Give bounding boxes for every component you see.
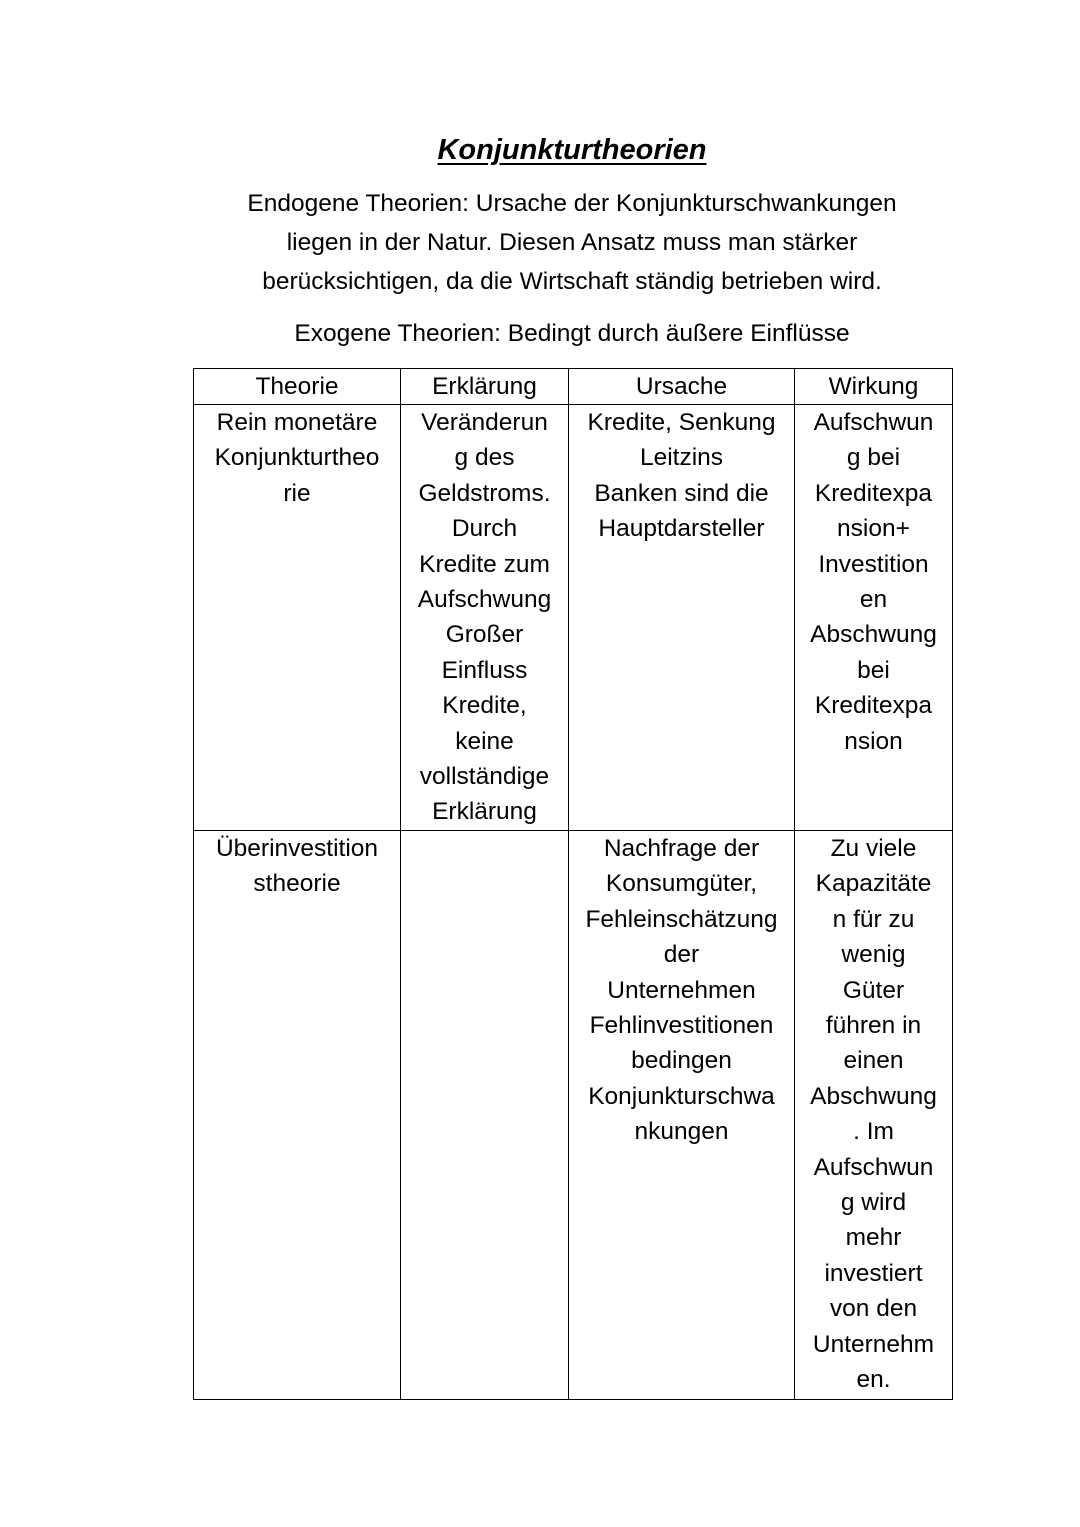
- cell-wirkung: Zu viele Kapazitäte n für zu wenig Güter führen in einen Abschwung . Im Aufschwun g wird mehr investiert von den Unternehm en.: [795, 830, 953, 1399]
- cell-ursache: Nachfrage der Konsumgüter, Fehleinschätzung der Unternehmen Fehlinvestitionen bedingen Konjunkturschwa nkungen: [569, 830, 795, 1399]
- cell-wirkung: Aufschwun g bei Kreditexpa nsion+ Investition en Abschwung bei Kreditexpa nsion: [795, 405, 953, 831]
- table-row: [194, 830, 953, 1399]
- header-ursache: Ursache: [569, 369, 795, 405]
- cell-theorie: Überinvestition stheorie: [194, 830, 401, 1399]
- cell-erklaerung: [401, 830, 569, 1399]
- theory-table: [193, 368, 953, 1400]
- table-row: [194, 405, 953, 831]
- intro-endogenous-theories: Endogene Theorien: Ursache der Konjunkturschwankungen liegen in der Natur. Diesen Ansatz muss man stärker berücksichtigen, da die Wirtschaft ständig betrieben wird.: [247, 190, 897, 295]
- table-header-row: [194, 369, 953, 405]
- header-erklaerung: Erklärung: [401, 369, 569, 405]
- intro-text: [172, 184, 972, 353]
- document-title: Konjunkturtheorien: [437, 134, 707, 166]
- cell-erklaerung: Veränderun g des Geldstroms. Durch Kredite zum Aufschwung Großer Einfluss Kredite, keine vollständige Erklärung: [401, 405, 569, 831]
- cell-theorie: Rein monetäre Konjunkturtheo rie: [194, 405, 401, 831]
- header-wirkung: Wirkung: [795, 369, 953, 405]
- header-theorie: Theorie: [194, 369, 401, 405]
- intro-exogenous-theories: Exogene Theorien: Bedingt durch äußere Einflüsse: [294, 320, 850, 347]
- cell-ursache: Kredite, Senkung Leitzins Banken sind die Hauptdarsteller: [569, 405, 795, 831]
